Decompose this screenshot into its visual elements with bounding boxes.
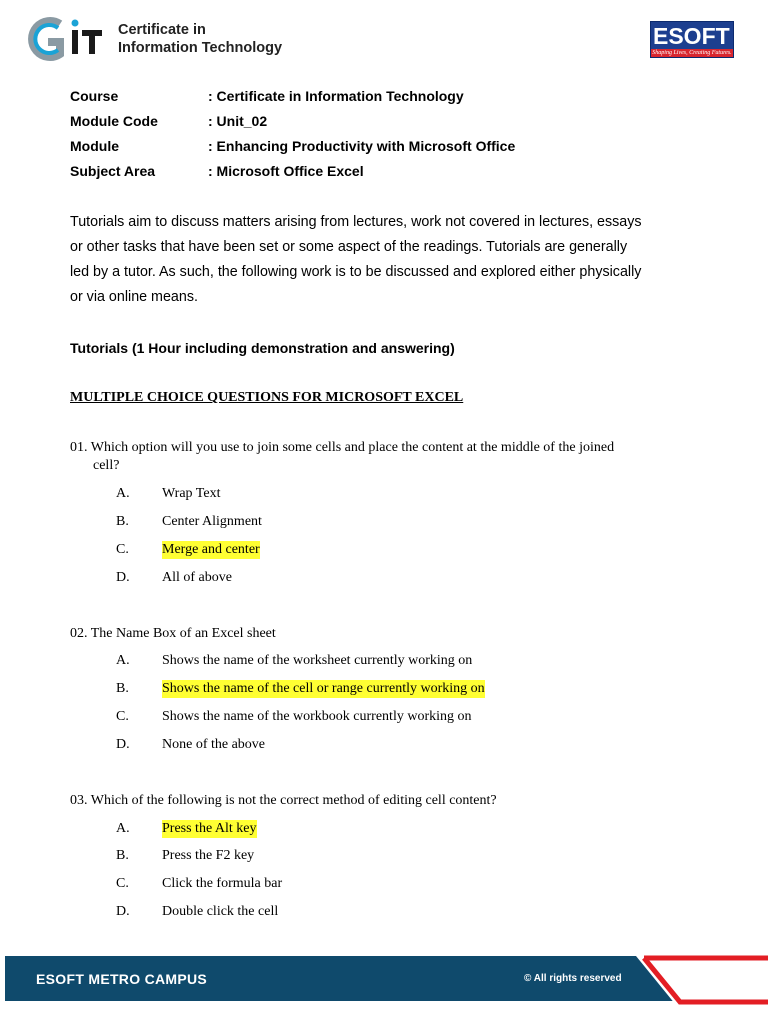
intro-paragraph bbox=[70, 210, 702, 310]
esoft-tagline: Shaping Lives, Creating Futures. bbox=[652, 50, 732, 56]
footer-swoosh-icon bbox=[636, 950, 768, 1010]
option-text: Double click the cell bbox=[162, 904, 279, 919]
intro-line: Tutorials aim to discuss matters arising from lectures, work not covered in lectures, essays bbox=[70, 214, 642, 230]
option-text: Shows the name of the worksheet currently working on bbox=[162, 653, 473, 668]
question-1-text: 01. Which option will you use to join some cells and place the content at the middle of the joined bbox=[70, 440, 615, 455]
question-3-text: 03. Which of the following is not the correct method of editing cell content? bbox=[70, 793, 497, 808]
info-label: Subject Area bbox=[70, 163, 156, 179]
option-letter: A. bbox=[116, 821, 130, 836]
option-letter: C. bbox=[116, 709, 129, 724]
option-letter: B. bbox=[116, 681, 129, 696]
option-letter: A. bbox=[116, 486, 130, 501]
option-letter: D. bbox=[116, 737, 130, 752]
esoft-logo bbox=[650, 21, 734, 58]
cit-logo bbox=[22, 16, 108, 62]
header-title bbox=[118, 21, 282, 57]
option-text-answer: Shows the name of the cell or range currently working on bbox=[162, 681, 485, 696]
info-value: : Enhancing Productivity with Microsoft Office bbox=[208, 138, 516, 154]
option-text-answer: Press the Alt key bbox=[162, 821, 257, 836]
intro-line: led by a tutor. As such, the following work is to be discussed and explored either physically bbox=[70, 264, 642, 280]
mcq-heading: MULTIPLE CHOICE QUESTIONS FOR MICROSOFT EXCEL bbox=[70, 390, 464, 405]
info-value: : Microsoft Office Excel bbox=[208, 163, 364, 179]
question-1-text-cont: cell? bbox=[93, 458, 120, 473]
info-value: : Certificate in Information Technology bbox=[208, 88, 464, 104]
intro-line: or other tasks that have been set or some aspect of the readings. Tutorials are generally bbox=[70, 239, 628, 255]
header-title-line2: Information Technology bbox=[118, 40, 283, 56]
option-letter: B. bbox=[116, 848, 129, 863]
info-label: Module Code bbox=[70, 113, 158, 129]
question-2-text: 02. The Name Box of an Excel sheet bbox=[70, 626, 276, 641]
option-text: Shows the name of the workbook currently working on bbox=[162, 709, 472, 724]
intro-line: or via online means. bbox=[70, 289, 198, 305]
option-text-answer: Merge and center bbox=[162, 542, 260, 557]
option-text: None of the above bbox=[162, 737, 266, 752]
esoft-logo-text: ESOFT bbox=[653, 23, 730, 49]
header-title-line1: Certificate in bbox=[118, 22, 206, 38]
option-letter: C. bbox=[116, 542, 129, 557]
option-text: Click the formula bar bbox=[162, 876, 283, 891]
footer-campus-name: ESOFT METRO CAMPUS bbox=[36, 971, 208, 987]
option-letter: C. bbox=[116, 876, 129, 891]
info-label: Module bbox=[70, 138, 119, 154]
option-letter: B. bbox=[116, 514, 129, 529]
option-letter: D. bbox=[116, 570, 130, 585]
footer-copyright: © All rights reserved bbox=[524, 973, 622, 984]
option-text: Press the F2 key bbox=[162, 848, 255, 863]
option-text: All of above bbox=[162, 570, 232, 585]
tutorial-heading: Tutorials (1 Hour including demonstration and answering) bbox=[70, 340, 455, 356]
option-text: Wrap Text bbox=[162, 486, 221, 501]
option-letter: D. bbox=[116, 904, 130, 919]
option-text: Center Alignment bbox=[162, 514, 262, 529]
info-value: : Unit_02 bbox=[208, 113, 268, 129]
option-letter: A. bbox=[116, 653, 130, 668]
info-label: Course bbox=[70, 88, 119, 104]
